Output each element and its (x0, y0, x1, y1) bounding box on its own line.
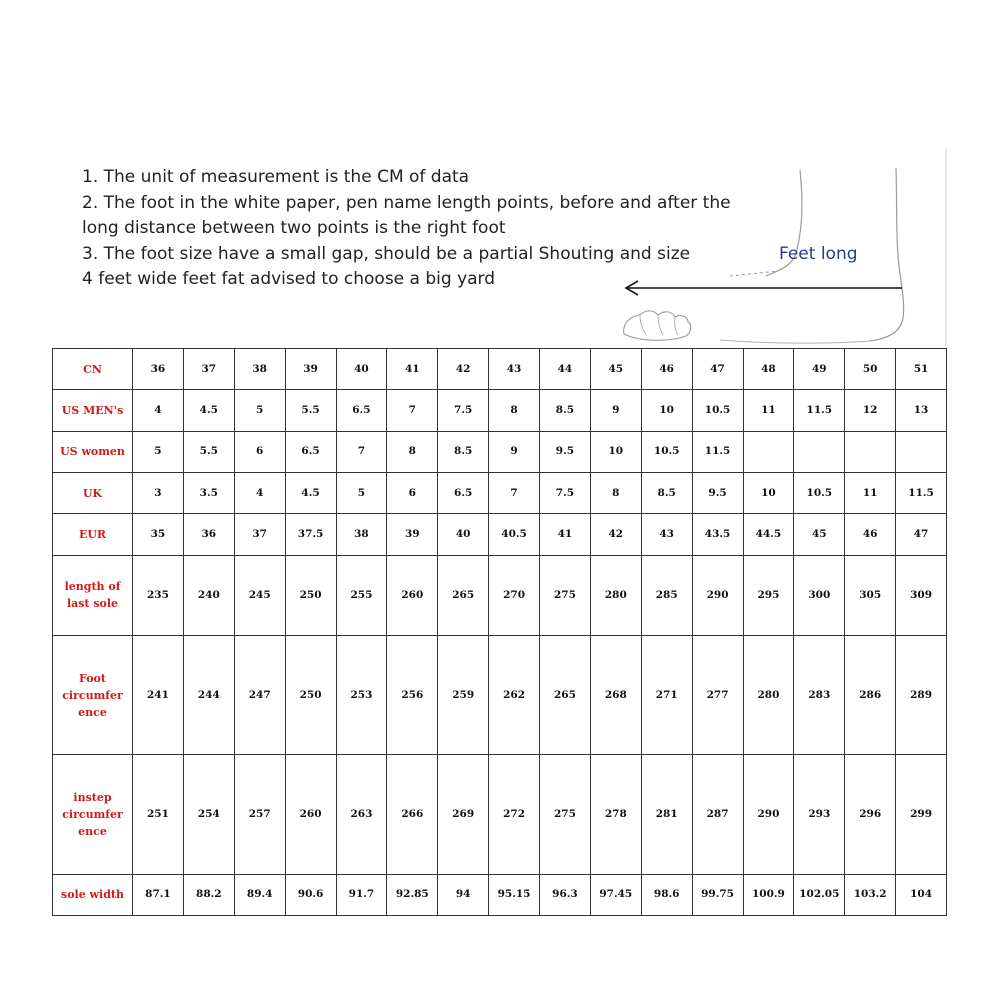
table-cell: 95.15 (489, 874, 540, 915)
table-row (53, 349, 947, 390)
row-label: Foot circumfer ence (53, 635, 133, 754)
table-cell: 37.5 (285, 514, 336, 555)
table-cell: 11.5 (896, 472, 947, 513)
table-cell: 283 (794, 635, 845, 754)
table-cell: 36 (183, 514, 234, 555)
table-cell: 266 (387, 755, 438, 874)
table-cell: 10.5 (794, 472, 845, 513)
table-cell: 43 (489, 349, 540, 390)
row-label: instep circumfer ence (53, 755, 133, 874)
table-cell: 13 (896, 390, 947, 431)
table-cell: 91.7 (336, 874, 387, 915)
table-cell: 38 (336, 514, 387, 555)
table-cell: 289 (896, 635, 947, 754)
feet-long-label: Feet long (779, 244, 858, 264)
table-cell: 257 (234, 755, 285, 874)
table-cell: 275 (540, 555, 591, 635)
table-cell: 90.6 (285, 874, 336, 915)
table-cell: 5.5 (285, 390, 336, 431)
table-row (53, 635, 947, 754)
table-cell: 10 (590, 431, 641, 472)
table-cell: 48 (743, 349, 794, 390)
table-cell: 9 (489, 431, 540, 472)
table-cell (743, 431, 794, 472)
table-cell: 6.5 (438, 472, 489, 513)
table-cell: 9.5 (540, 431, 591, 472)
table-cell: 98.6 (641, 874, 692, 915)
row-label: sole width (53, 874, 133, 915)
table-cell: 260 (387, 555, 438, 635)
table-cell: 299 (896, 755, 947, 874)
foot-measure-illustration (600, 148, 948, 348)
table-cell: 5.5 (183, 431, 234, 472)
table-cell: 4.5 (285, 472, 336, 513)
heel-outline (870, 168, 904, 341)
table-cell: 39 (387, 514, 438, 555)
table-cell: 50 (845, 349, 896, 390)
table-cell: 40 (336, 349, 387, 390)
table-cell: 245 (234, 555, 285, 635)
table-cell: 6 (234, 431, 285, 472)
table-cell: 277 (692, 635, 743, 754)
table-cell: 241 (133, 635, 184, 754)
size-chart-table (52, 348, 947, 916)
table-cell: 247 (234, 635, 285, 754)
table-cell: 35 (133, 514, 184, 555)
table-cell: 6 (387, 472, 438, 513)
table-cell: 7 (387, 390, 438, 431)
row-label: EUR (53, 514, 133, 555)
table-cell: 8 (489, 390, 540, 431)
table-cell: 6.5 (285, 431, 336, 472)
table-cell: 265 (438, 555, 489, 635)
table-cell: 7 (489, 472, 540, 513)
table-cell: 285 (641, 555, 692, 635)
table-cell: 295 (743, 555, 794, 635)
table-cell: 8.5 (540, 390, 591, 431)
table-cell: 47 (692, 349, 743, 390)
table-cell: 7 (336, 431, 387, 472)
table-cell: 92.85 (387, 874, 438, 915)
table-cell: 47 (896, 514, 947, 555)
table-cell: 281 (641, 755, 692, 874)
table-cell: 37 (183, 349, 234, 390)
table-cell: 44 (540, 349, 591, 390)
table-cell: 42 (438, 349, 489, 390)
table-cell: 8 (590, 472, 641, 513)
table-cell: 102.05 (794, 874, 845, 915)
table-cell: 250 (285, 635, 336, 754)
table-cell: 4 (133, 390, 184, 431)
table-cell (845, 431, 896, 472)
table-cell: 9 (590, 390, 641, 431)
table-cell: 11.5 (692, 431, 743, 472)
table-cell: 46 (641, 349, 692, 390)
table-cell: 296 (845, 755, 896, 874)
table-cell: 42 (590, 514, 641, 555)
table-cell: 254 (183, 755, 234, 874)
table-cell: 6.5 (336, 390, 387, 431)
table-cell: 45 (794, 514, 845, 555)
row-label: UK (53, 472, 133, 513)
table-cell: 9.5 (692, 472, 743, 513)
table-cell: 309 (896, 555, 947, 635)
toe-lines (640, 315, 678, 335)
table-cell: 12 (845, 390, 896, 431)
table-cell: 41 (387, 349, 438, 390)
table-cell: 43 (641, 514, 692, 555)
table-cell: 287 (692, 755, 743, 874)
table-row (53, 431, 947, 472)
table-cell: 11 (845, 472, 896, 513)
table-cell: 41 (540, 514, 591, 555)
table-row (53, 390, 947, 431)
row-label: US MEN's (53, 390, 133, 431)
table-cell: 96.3 (540, 874, 591, 915)
table-cell: 44.5 (743, 514, 794, 555)
table-cell: 269 (438, 755, 489, 874)
table-cell: 10.5 (692, 390, 743, 431)
table-row (53, 755, 947, 874)
table-cell: 99.75 (692, 874, 743, 915)
table-cell: 43.5 (692, 514, 743, 555)
table-cell: 278 (590, 755, 641, 874)
table-cell: 300 (794, 555, 845, 635)
table-cell: 270 (489, 555, 540, 635)
table-cell: 8.5 (641, 472, 692, 513)
table-cell: 87.1 (133, 874, 184, 915)
table-cell: 46 (845, 514, 896, 555)
table-cell: 89.4 (234, 874, 285, 915)
table-cell: 10 (641, 390, 692, 431)
table-row (53, 555, 947, 635)
table-cell: 51 (896, 349, 947, 390)
table-cell: 5 (336, 472, 387, 513)
table-cell: 8 (387, 431, 438, 472)
table-cell: 290 (743, 755, 794, 874)
table-cell: 5 (133, 431, 184, 472)
table-cell: 7.5 (438, 390, 489, 431)
table-cell: 8.5 (438, 431, 489, 472)
table-cell: 244 (183, 635, 234, 754)
table-row (53, 874, 947, 915)
table-cell: 5 (234, 390, 285, 431)
table-cell (896, 431, 947, 472)
table-cell: 260 (285, 755, 336, 874)
table-cell: 265 (540, 635, 591, 754)
instruction-line-4: 4 feet wide feet fat advised to choose a big yard (82, 269, 496, 289)
table-cell: 49 (794, 349, 845, 390)
table-cell: 11 (743, 390, 794, 431)
instruction-line-3: 3. The foot size have a small gap, should be a partial Shouting and size (82, 243, 691, 264)
toes-icon (624, 311, 691, 340)
sole-outline (720, 340, 870, 343)
table-cell: 7.5 (540, 472, 591, 513)
table-cell: 11.5 (794, 390, 845, 431)
table-cell: 4.5 (183, 390, 234, 431)
table-cell: 4 (234, 472, 285, 513)
table-cell: 40 (438, 514, 489, 555)
table-cell: 39 (285, 349, 336, 390)
table-cell: 280 (743, 635, 794, 754)
row-label: US women (53, 431, 133, 472)
table-cell: 94 (438, 874, 489, 915)
table-cell: 305 (845, 555, 896, 635)
table-cell: 37 (234, 514, 285, 555)
instruction-line-2-cont: long distance between two points is the right foot (82, 218, 506, 238)
table-cell: 10.5 (641, 431, 692, 472)
table-cell: 256 (387, 635, 438, 754)
table-cell: 88.2 (183, 874, 234, 915)
table-cell: 36 (133, 349, 184, 390)
table-cell: 280 (590, 555, 641, 635)
table-cell: 251 (133, 755, 184, 874)
table-cell: 240 (183, 555, 234, 635)
table-cell: 290 (692, 555, 743, 635)
table-cell: 253 (336, 635, 387, 754)
table-cell: 275 (540, 755, 591, 874)
table-cell: 293 (794, 755, 845, 874)
table-row (53, 514, 947, 555)
table-cell: 286 (845, 635, 896, 754)
table-cell: 259 (438, 635, 489, 754)
table-cell: 10 (743, 472, 794, 513)
instruction-line-1: 1. The unit of measurement is the CM of data (82, 167, 470, 187)
table-cell: 255 (336, 555, 387, 635)
table-cell: 272 (489, 755, 540, 874)
table-cell: 100.9 (743, 874, 794, 915)
table-cell: 104 (896, 874, 947, 915)
instruction-line-2: 2. The foot in the white paper, pen name length points, before and after the (82, 192, 731, 213)
table-cell: 263 (336, 755, 387, 874)
row-label: CN (53, 349, 133, 390)
table-cell: 40.5 (489, 514, 540, 555)
table-cell: 235 (133, 555, 184, 635)
table-cell (794, 431, 845, 472)
row-label: length of last sole (53, 555, 133, 635)
table-row (53, 472, 947, 513)
table-cell: 250 (285, 555, 336, 635)
table-cell: 271 (641, 635, 692, 754)
table-cell: 3 (133, 472, 184, 513)
table-cell: 103.2 (845, 874, 896, 915)
table-cell: 38 (234, 349, 285, 390)
table-cell: 97.45 (590, 874, 641, 915)
table-cell: 262 (489, 635, 540, 754)
table-cell: 45 (590, 349, 641, 390)
table-cell: 3.5 (183, 472, 234, 513)
table-cell: 268 (590, 635, 641, 754)
